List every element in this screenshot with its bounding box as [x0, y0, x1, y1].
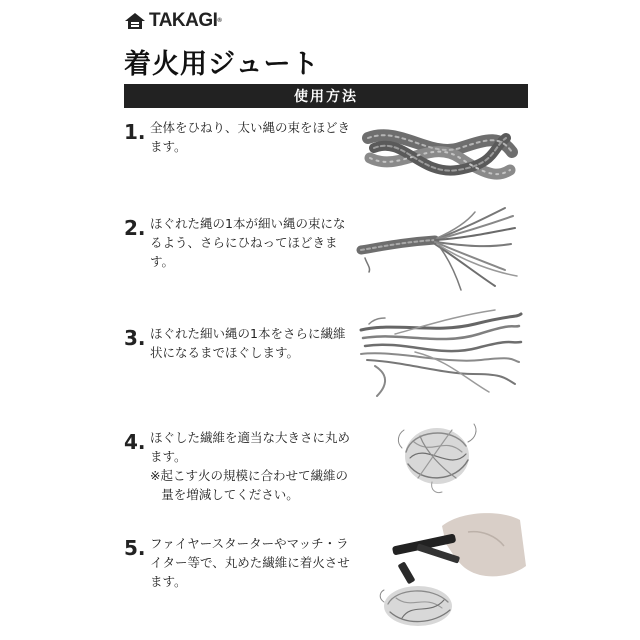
step-text: ほぐした繊維を適当な大きさに丸めます。	[150, 430, 351, 464]
step-text: 全体をひねり、太い縄の束をほどきます。	[150, 120, 351, 154]
step-note: ※起こす火の規模に合わせて繊維の量を増減してください。	[150, 468, 348, 502]
step-text: ファイヤースターターやマッチ・ライター等で、丸めた繊維に着火させます。	[150, 536, 350, 589]
twisted-rope-illustration	[360, 118, 520, 190]
step-number: 5.	[124, 536, 146, 560]
step-text: ほぐれた縄の1本が細い縄の束になるよう、さらにひねってほどきます。	[150, 216, 346, 269]
step-text: ほぐれた細い縄の1本をさらに繊維状になるまでほぐします。	[150, 326, 346, 360]
fire-starter-illustration	[372, 506, 528, 630]
step-number: 3.	[124, 326, 146, 350]
fiber-ball-illustration	[392, 412, 482, 496]
brand-logo	[124, 12, 221, 30]
page-title: 着火用ジュート	[124, 49, 320, 80]
house-logo-icon	[124, 12, 146, 30]
section-header: 使用方法	[124, 84, 528, 108]
split-rope-illustration	[355, 200, 525, 295]
step-number: 2.	[124, 216, 146, 240]
step-number: 4.	[124, 430, 146, 454]
step-number: 1.	[124, 120, 146, 144]
brand-name: TAKAGI®	[149, 10, 222, 31]
loose-fibers-illustration	[355, 304, 525, 400]
